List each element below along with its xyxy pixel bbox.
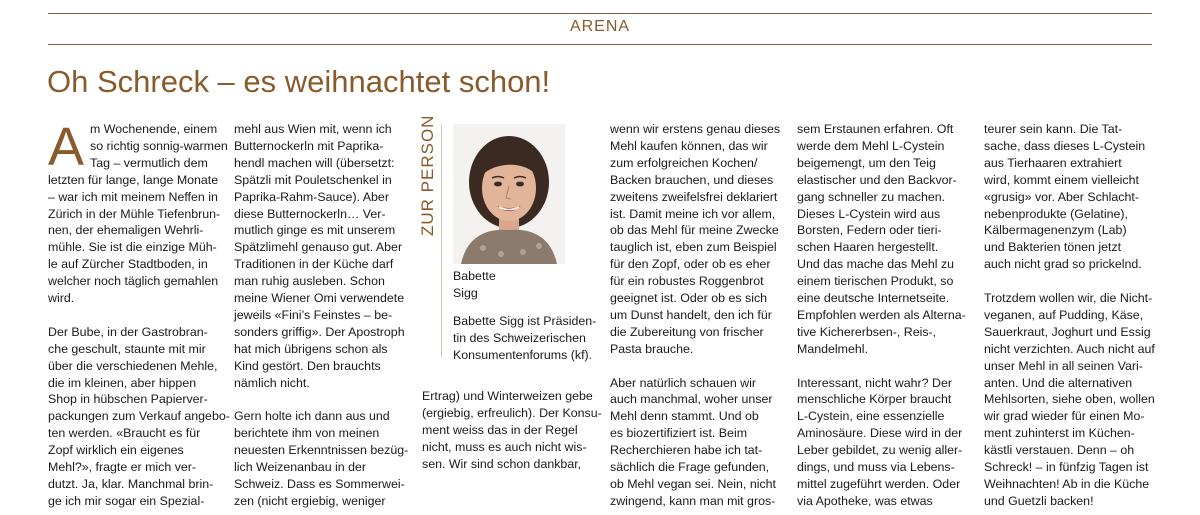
text-line: ob das Mehl für meine Zwecke <box>610 223 779 238</box>
text-line: Schweiz. Dass es Sommerwei- <box>234 477 405 492</box>
text-line: tive Kichererbsen-, Reis-, <box>797 324 937 339</box>
paragraph <box>984 290 1156 510</box>
text-line: Leber gebildet, zu wenig aller- <box>797 443 963 458</box>
text-line: nicht verzichten. Auch nicht auf <box>984 341 1155 356</box>
text-line: Recherchieren habe ich tat- <box>610 443 763 458</box>
text-line: hendl machen will (übersetzt: <box>234 155 395 170</box>
text-line: le auf Zürcher Stadtboden, in <box>48 257 208 272</box>
text-line: sen. Wir sind schon dankbar, <box>422 456 582 471</box>
text-line: Shop in hübschen Papierver- <box>48 392 208 407</box>
text-line: diese Butternockerln… Ver- <box>234 206 386 221</box>
text-line: dings, und muss via Lebens- <box>797 460 955 475</box>
text-line: nicht, muss es auch nicht wis- <box>422 439 587 454</box>
dropcap: A <box>48 117 85 177</box>
text-line: wird. <box>48 291 75 306</box>
text-line: ob Mehl vegan sei. Nein, nicht <box>610 477 776 492</box>
text-line: für den Zopf, oder ob es eher <box>610 257 771 272</box>
text-line: sonders griffig». Der Apostroph <box>234 324 405 339</box>
text-line: Borsten, Federn oder tieri- <box>797 223 942 238</box>
text-line: und Guetzli backen! <box>984 493 1094 508</box>
text-line: wenn wir erstens genau dieses <box>610 122 781 136</box>
text-line: meine Wiener Omi verwendete <box>234 291 405 306</box>
text-line: Gern holte ich dann aus und <box>234 409 390 424</box>
text-line: «grusig» vor. Aber Schlacht- <box>984 189 1139 204</box>
sidebar-label: ZUR PERSON <box>418 114 437 236</box>
paragraph <box>797 375 969 510</box>
text-line: tauglich ist, eben zum Beispiel <box>610 240 777 255</box>
text-line: che geschult, staunte mit mir <box>48 341 206 356</box>
text-line: Backen brauchen, und dieses <box>610 172 774 187</box>
text-line: – war ich mit meinem Neffen in <box>48 189 218 204</box>
text-line: nen, der ehemaligen Wehrli- <box>48 223 204 238</box>
text-line: sache, dass dieses L-Cystein <box>984 138 1146 153</box>
text-line: nebenprodukte (Gelatine), <box>984 206 1128 221</box>
text-line: via Apotheke, was etwas <box>797 493 933 508</box>
text-line: es biozertifiziert ist. Beim <box>610 426 748 441</box>
text-line: die Zubereitung von frischer <box>610 324 764 339</box>
text-line: für ein robustes Roggenbrot <box>610 274 764 289</box>
article-column-5 <box>797 121 969 510</box>
author-photo <box>453 124 565 264</box>
text-line: Zürich in der Mühle Tiefenbrun- <box>48 206 221 221</box>
text-line: zwingend, kann man mit gros- <box>610 493 776 508</box>
article-column-4 <box>610 121 782 510</box>
text-line: Mehl?», fragte er mich ver- <box>48 460 197 475</box>
text-line: welcher noch täglich gemahlen <box>48 274 219 289</box>
text-line: ge ich mir sogar ein Spezial- <box>48 493 205 508</box>
text-line: schen Haaren hergestellt. <box>797 240 939 255</box>
text-line: mühle. Sie ist die einzige Müh- <box>48 240 217 255</box>
article-column-2 <box>234 121 409 510</box>
text-line: anten. Und die alternativen <box>984 375 1133 390</box>
text-line: hat mich übrigens schon als <box>234 341 388 356</box>
text-line: Und das mache das Mehl zu <box>797 257 955 272</box>
text-line: Aber natürlich schauen wir <box>610 375 757 390</box>
text-line: Ertrag) und Winterweizen gebe <box>422 389 593 403</box>
text-line: Mandelmehl. <box>797 341 868 356</box>
text-line: und Bakterien tönen jetzt <box>984 240 1122 255</box>
text-line: Schreck! – in fünfzig Tagen ist <box>984 460 1149 475</box>
text-line: zen (nicht ergiebig, weniger <box>234 493 386 508</box>
text-line: Der Bube, in der Gastrobran- <box>48 324 208 339</box>
text-line: man ruhig ausleben. Schon <box>234 274 385 289</box>
text-line: auch manchmal, woher unser <box>610 392 773 407</box>
text-line: Empfohlen werden als Alterna- <box>797 307 966 322</box>
headline: Oh Schreck – es weihnachtet schon! <box>47 64 551 99</box>
text-line: ten werden. «Braucht es für <box>48 426 201 441</box>
text-line: kästli verstauen. Denn – oh <box>984 443 1135 458</box>
article-column-6 <box>984 121 1156 510</box>
text-line: geeignet ist. Oder ob es sich <box>610 291 768 306</box>
text-line: Kälbermagenenzym (Lab) <box>984 223 1127 238</box>
text-line: Kind gestört. Den brauchts <box>234 358 381 373</box>
text-line: ment weiss das in der Regel <box>422 422 578 437</box>
article-column-1 <box>48 117 230 510</box>
sidebar-divider <box>441 124 442 357</box>
text-line: letzten für lange, lange Monate <box>48 172 219 187</box>
text-line: Spätzli mit Pouletschenkel in <box>234 172 392 187</box>
text-line: Mehlsorten, siehe oben, wollen <box>984 392 1155 407</box>
text-line: neuesten Erkenntnissen bezüg- <box>234 443 409 458</box>
paragraph <box>797 121 969 358</box>
paragraph <box>234 121 406 392</box>
text-line: teurer sein kann. Die Tat- <box>984 122 1123 136</box>
text-line: Traditionen in der Küche darf <box>234 257 394 272</box>
text-line: Tag – vermutlich dem <box>90 155 208 170</box>
section-rule <box>48 44 1152 45</box>
text-line: Mehl denn stammt. Und ob <box>610 409 759 424</box>
text-line: Paprika-Rahm-Sauce). Aber <box>234 189 389 204</box>
text-line: so richtig sonnig-warmen <box>90 138 228 153</box>
text-line: die im kleinen, aber hippen <box>48 375 197 390</box>
text-line: lich Weizenanbau in der <box>234 460 367 475</box>
text-line: zweitens zweifelsfrei deklariert <box>610 189 778 204</box>
text-line: Pasta brauche. <box>610 341 694 356</box>
text-line: Spätzlimehl genauso gut. Aber <box>234 240 403 255</box>
text-line: einem tierischen Produkt, so <box>797 274 954 289</box>
text-line: m Wochenende, einem <box>90 122 218 136</box>
text-line: Trotzdem wollen wir, die Nicht- <box>984 291 1153 306</box>
text-line: sem Erstaunen erfahren. Oft <box>797 122 954 136</box>
text-line: Interessant, nicht wahr? Der <box>797 375 952 390</box>
paragraph <box>422 388 602 473</box>
paragraph <box>234 408 409 509</box>
text-line: Aminosäure. Diese wird in der <box>797 426 963 441</box>
text-line: Butternockerln mit Paprika- <box>234 138 384 153</box>
section-label: ARENA <box>569 18 631 35</box>
text-line: gang schneller zu machen. <box>797 189 946 204</box>
paragraph <box>610 121 782 358</box>
text-line: elastischer und den Backvor- <box>797 172 957 187</box>
text-line: zum erfolgreichen Kochen/ <box>610 155 758 170</box>
text-line: um Dunst handelt, den ich für <box>610 307 772 322</box>
text-line: eine deutsche Internetseite. <box>797 291 950 306</box>
text-line: dutzt. Ja, klar. Manchmal brin- <box>48 477 214 492</box>
text-line: berichtete ihm von meinen <box>234 426 380 441</box>
text-line: ment zuhinterst im Küchen- <box>984 426 1135 441</box>
text-line: packungen zum Verkauf angebo- <box>48 409 230 424</box>
paragraph <box>48 324 230 510</box>
text-line: Mehl kaufen können, das wir <box>610 138 768 153</box>
text-line: (ergiebig, erfreulich). Der Konsu- <box>422 405 602 420</box>
text-line: unser Mehl in all seinen Vari- <box>984 358 1143 373</box>
text-line: nämlich nicht. <box>234 375 310 390</box>
text-line: mittel zugeführt werden. Oder <box>797 477 961 492</box>
text-line: werde dem Mehl L-Cystein <box>797 138 945 153</box>
article-column-3 <box>422 388 602 473</box>
text-line: mutlich ginge es mit unserem <box>234 223 396 238</box>
text-line: beigemengt, um den Teig <box>797 155 936 170</box>
author-name: Babette Sigg <box>453 269 496 300</box>
top-rule <box>48 13 1152 14</box>
text-line: Sauerkraut, Joghurt und Essig <box>984 324 1151 339</box>
paragraph <box>610 375 782 510</box>
text-line: sächlich die Frage gefunden, <box>610 460 770 475</box>
paragraph <box>984 121 1156 273</box>
text-line: L-Cystein, eine essenzielle <box>797 409 945 424</box>
text-line: ist. Damit meine ich vor allem, <box>610 206 776 221</box>
text-line: auch nicht grad so prickelnd. <box>984 257 1142 272</box>
text-line: jeweils «Fini’s Feinstes – be- <box>234 307 393 322</box>
author-description: Babette Sigg ist Präsiden- tin des Schweizerischen Konsumentenforums (kf). <box>453 314 597 362</box>
text-line: Zopf wirklich ein eigenes <box>48 443 184 458</box>
text-line: mehl aus Wien mit, wenn ich <box>234 122 392 136</box>
text-line: wird, kommt einem vielleicht <box>984 172 1139 187</box>
text-line: veganen, auf Pudding, Käse, <box>984 307 1144 322</box>
text-line: menschliche Körper braucht <box>797 392 952 407</box>
text-line: Dieses L-Cystein wird aus <box>797 206 941 221</box>
text-line: aus Tierhaaren extrahiert <box>984 155 1122 170</box>
text-line: Weihnachten! Ab in die Küche <box>984 477 1150 492</box>
text-line: über die verschiedenen Mehle, <box>48 358 218 373</box>
text-line: wir grad wieder für einen Mo- <box>984 409 1145 424</box>
